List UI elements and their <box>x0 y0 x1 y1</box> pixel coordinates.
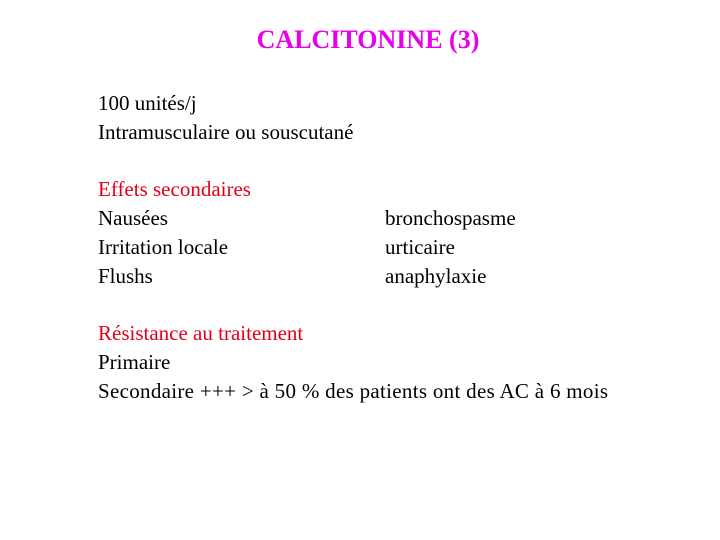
resistance-primary: Primaire <box>98 350 171 374</box>
side-effect-left-2: Irritation locale <box>98 235 229 259</box>
side-effect-left-3: Flushs <box>98 264 153 288</box>
resistance-heading: Résistance au traitement <box>98 321 304 345</box>
side-effect-right-2: urticaire <box>385 235 455 259</box>
slide-title: CALCITONINE (3) <box>256 25 480 54</box>
side-effect-left-1: Nausées <box>98 206 168 230</box>
dose-line: 100 unités/j <box>98 91 197 115</box>
side-effect-right-3: anaphylaxie <box>385 264 487 288</box>
side-effects-heading: Effets secondaires <box>98 177 251 201</box>
route-line: Intramusculaire ou souscutané <box>98 120 354 144</box>
side-effect-right-1: bronchospasme <box>385 206 516 230</box>
resistance-secondary: Secondaire +++ > à 50 % des patients ont des AC à 6 mois <box>98 379 609 403</box>
